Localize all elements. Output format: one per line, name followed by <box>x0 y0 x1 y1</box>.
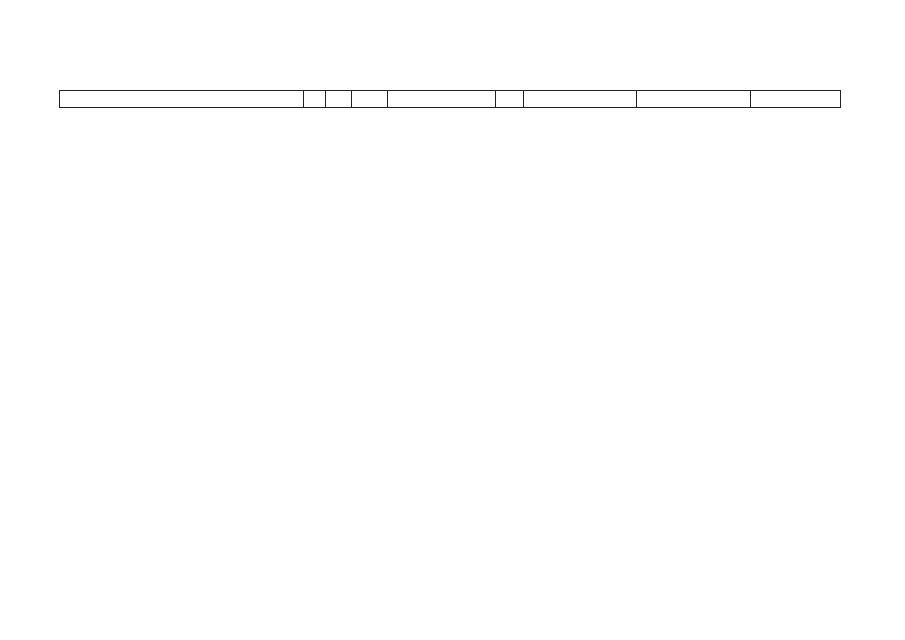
header-col-4 <box>352 91 388 107</box>
header-col-1 <box>60 91 304 107</box>
header-col-9 <box>751 91 840 107</box>
table-header <box>59 90 841 108</box>
header-col-8 <box>637 91 751 107</box>
header-col-3 <box>326 91 352 107</box>
header-col-5 <box>388 91 496 107</box>
header-col-2 <box>304 91 326 107</box>
header-col-7 <box>524 91 637 107</box>
header-col-6 <box>496 91 524 107</box>
